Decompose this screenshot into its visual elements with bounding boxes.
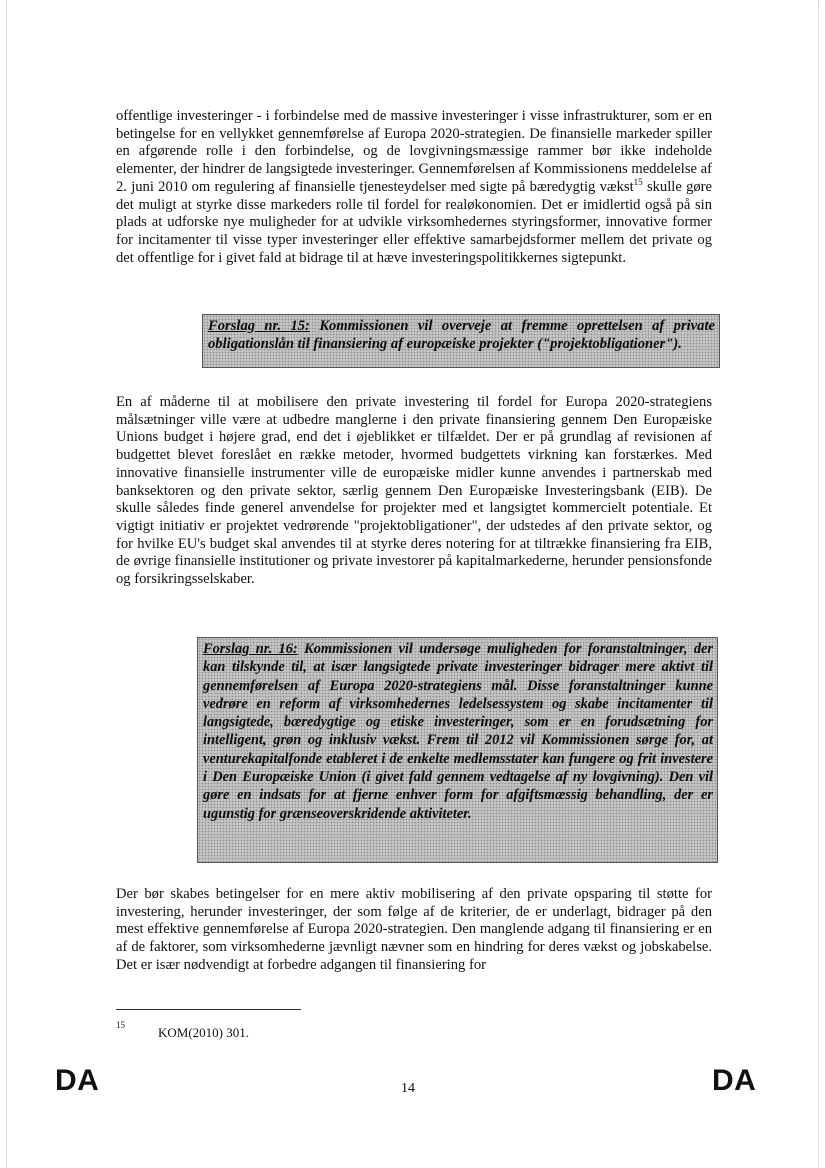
body-paragraph-2: En af måderne til at mobilisere den private investering til fordel for Europa 2020-strategiens målsætninger ville være at udbedre manglerne i den private finansiering gennem Den Europæiske Unions budget i højere grad, end det i øjeblikket er tilfældet. Der er på grundlag af revisionen af budgettet blevet foreslået en række metoder, hvormed budgettets virkning kan forstærkes. Med innovative finansielle instrumenter ville de europæiske midler kunne anvendes i partnerskab med banksektoren og den private sektor, særlig gennem Den Europæiske Investeringsbank (EIB). De skulle således finde generel anvendelse for projekter med et langsigtet kommercielt potentiale. Et vigtigt initiativ er projektet vedrørende "projektobligationer", der udstedes af den private sektor, og for hvilke EU's budget skal anvendes til at styrke deres notering for at tiltrække finansiering fra EIB, de øvrige finansielle institutioner og private investorer på kapitalmarkederne, herunder pensionsfonde og forsikringsselskaber.	[116, 394, 712, 588]
footnote-reference[interactable]: 15	[633, 176, 643, 187]
page-number: 14	[401, 1081, 415, 1096]
page-edge-left	[6, 0, 7, 1168]
proposal-16-text: Kommissionen vil undersøge muligheden for foranstaltninger, der kan tilskynde til, at især langsigtede private investeringer bidrager mere aktivt til gennemførelsen af Europa 2020-strategiens mål. Disse foranstaltninger kunne vedrøre en reform af virksomhedernes ledelsessystem og skabe incitamenter til langsigtede, bæredygtige og etiske investeringer, som er en forudsætning for intelligent, grøn og inklusiv vækst. Frem til 2012 vil Kommissionen sørge for, at venturekapitalfonde etableret i de enkelte medlemsstater kan fungere og frit investere i Den Europæiske Union (i givet fald gennem vedtagelse af ny lovgivning). Den vil gøre en indsats for at fjerne enhver form for afgiftsmæssig behandling, der er ugunstig for grænseoverskridende aktiviteter.	[203, 641, 713, 822]
proposal-16-box	[197, 637, 718, 863]
footnote-separator	[116, 1009, 301, 1010]
paragraph-1-text-after-footnote: skulle gøre det muligt at styrke disse markeders rolle til fordel for realøkonomien. Det er imidlertid også på sin plads at udforske nye muligheder for at udvikle virksomhedernes styringsformer, innovative former for incitamenter til visse typer investeringer eller effektive samarbejdsformer mellem det private og det offentlige for i givet fald at bidrage til at hæve investeringspolitikkernes sigtepunkt.	[116, 178, 712, 266]
body-paragraph-1	[116, 108, 712, 267]
body-paragraph-3: Der bør skabes betingelser for en mere aktiv mobilisering af den private opsparing til støtte for investering, herunder investeringer, der som følge af de kriterier, de er underlagt, bidrager på den mest effektive gennemførelse af Europa 2020-strategien. Den manglende adgang til finansiering er en af de faktorer, som virksomhederne jævnligt nævner som en hindring for deres vækst og jobskabelse. Det er især nødvendigt at forbedre adgangen til finansiering for	[116, 886, 712, 973]
proposal-16-label: Forslag nr. 16:	[203, 641, 298, 657]
page-edge-right	[818, 0, 819, 1168]
proposal-15-label: Forslag nr. 15:	[208, 318, 310, 334]
proposal-15-text: Kommissionen vil overveje at fremme oprettelsen af private obligationslån til finansiering af europæiske projekter ("projektobligationer").	[208, 318, 715, 352]
language-code-left: DA	[55, 1064, 100, 1097]
language-code-right: DA	[712, 1064, 757, 1097]
paragraph-1-text-before-footnote: offentlige investeringer - i forbindelse med de massive investeringer i visse infrastrukturer, som er en betingelse for en vellykket gennemførelse af Europa 2020-strategien. De finansielle markeder spiller en afgørende rolle i den forbindelse, og de lovgivningsmæssige rammer bør ikke indeholde elementer, der hindrer de langsigtede investeringer. Gennemførelsen af Kommissionens meddelelse af 2. juni 2010 om regulering af finansielle tjenesteydelser med sigte på bæredygtig vækst	[116, 108, 712, 195]
footnote-number: 15	[116, 1020, 125, 1030]
footnote-text: KOM(2010) 301.	[158, 1025, 249, 1040]
proposal-15-box	[202, 314, 720, 368]
